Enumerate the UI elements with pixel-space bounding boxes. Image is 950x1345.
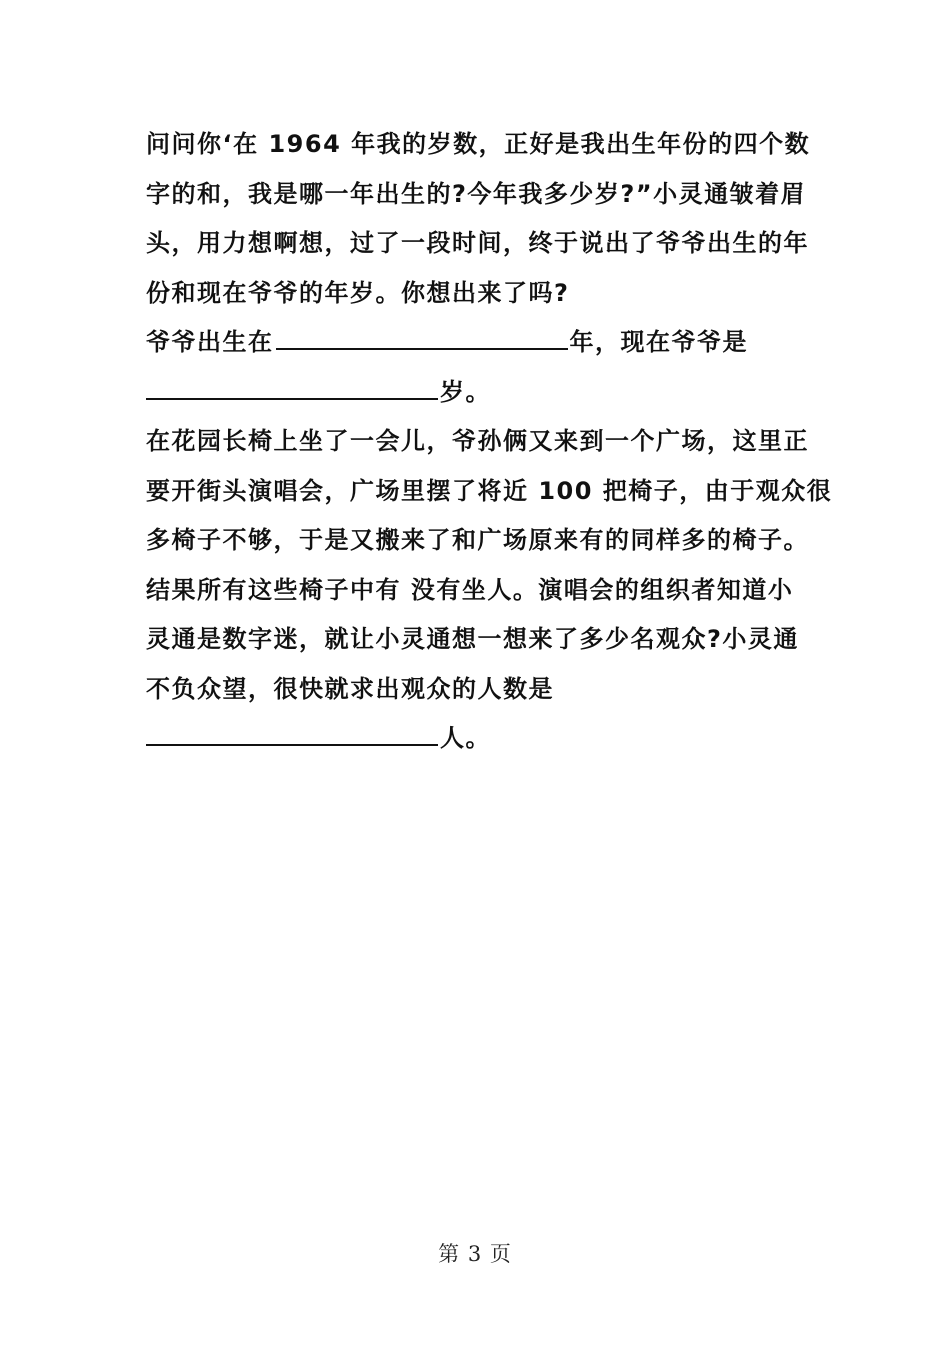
document-body [146, 120, 833, 764]
birth-year-blank[interactable] [276, 324, 568, 350]
paragraph-2-line-5: 灵通是数字迷，就让小灵通想一想来了多少名观众?小灵通 [146, 625, 799, 653]
question-1-line [146, 318, 816, 368]
paragraph-2-line-4: 结果所有这些椅子中有 没有坐人。演唱会的组织者知道小 [146, 575, 794, 604]
paragraph-1-line-3: 头，用力想啊想，过了一段时间，终于说出了爷爷出生的年 [146, 229, 809, 257]
paragraph-2-line-1: 在花园长椅上坐了一会儿，爷孙俩又来到一个广场，这里正 [146, 427, 809, 455]
paragraph-1-line-4: 份和现在爷爷的年岁。你想出来了吗? [146, 278, 570, 307]
question-1-line-2 [146, 368, 816, 418]
paragraph-2-line-2: 要开街头演唱会，广场里摆了将近 100 把椅子，由于观众很 [146, 476, 833, 505]
question-2-line [146, 714, 816, 764]
question-1-middle: 年，现在爷爷是 [569, 328, 748, 356]
age-blank[interactable] [146, 374, 438, 400]
paragraph-1-line-1: 问问你‘在 1964 年我的岁数，正好是我出生年份的四个数 [146, 130, 811, 158]
question-1-suffix: 岁。 [440, 377, 491, 406]
paragraph-1-line-2: 字的和，我是哪一年出生的?今年我多少岁?”小灵通皱着眉 [146, 179, 807, 208]
question-1-prefix: 爷爷出生在 [146, 328, 274, 356]
page-number: 第 3 页 [438, 1242, 512, 1266]
paragraph-2-line-6: 不负众望，很快就求出观众的人数是 [146, 674, 554, 703]
paragraph-2-line-3: 多椅子不够，于是又搬来了和广场原来有的同样多的椅子。 [146, 526, 809, 554]
question-2-suffix: 人。 [440, 724, 491, 752]
audience-count-blank[interactable] [146, 720, 438, 746]
